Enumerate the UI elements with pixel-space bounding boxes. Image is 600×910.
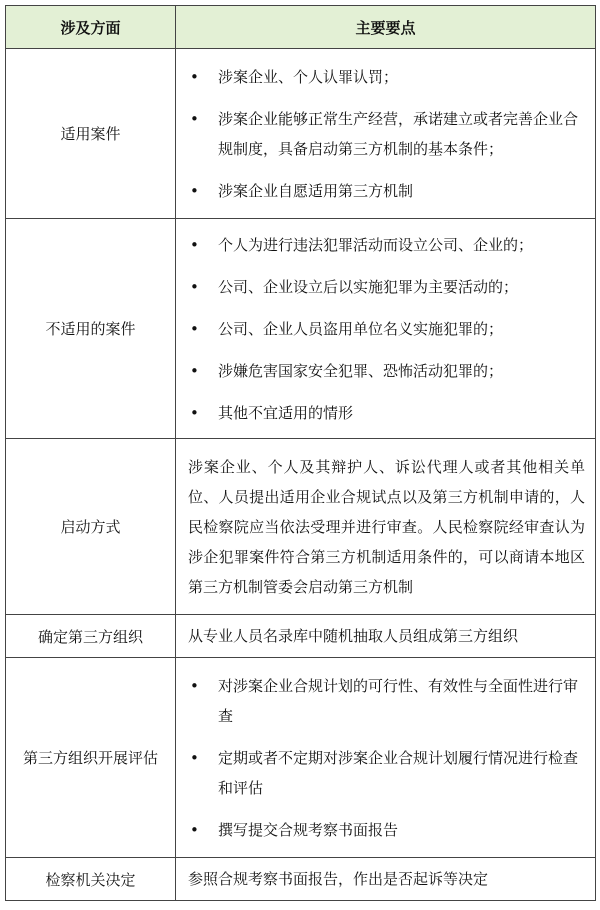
list-item: • 涉案企业、个人认罪认罚； [188, 62, 585, 92]
list-item: • 对涉案企业合规计划的可行性、有效性与全面性进行审查 [188, 671, 585, 731]
row-points [176, 439, 596, 615]
table-row [6, 615, 596, 658]
list-item: • 涉案企业能够正常生产经营，承诺建立或者完善企业合规制度，具备启动第三方机制的基本条件； [188, 104, 585, 164]
row-points [176, 219, 596, 439]
row-text: 从专业人员名录库中随机抽取人员组成第三方组织 [188, 627, 519, 645]
table-row [6, 219, 596, 439]
list-item: • 其他不宜适用的情形 [188, 398, 585, 428]
row-aspect: 不适用的案件 [6, 219, 176, 439]
header-aspect: 涉及方面 [6, 6, 176, 49]
list-item: • 公司、企业人员盗用单位名义实施犯罪的； [188, 314, 585, 344]
row-aspect: 第三方组织开展评估 [6, 658, 176, 858]
table-row [6, 658, 596, 858]
bullet-list [188, 62, 585, 206]
row-aspect: 检察机关决定 [6, 858, 176, 901]
bullet-list [188, 671, 585, 845]
table-header-row [6, 6, 596, 49]
table-row [6, 439, 596, 615]
row-text: 参照合规考察书面报告，作出是否起诉等决定 [188, 870, 489, 888]
row-points [176, 49, 596, 219]
list-item: • 撰写提交合规考察书面报告 [188, 815, 585, 845]
row-aspect: 启动方式 [6, 439, 176, 615]
list-item: • 涉嫌危害国家安全犯罪、恐怖活动犯罪的； [188, 356, 585, 386]
row-aspect: 确定第三方组织 [6, 615, 176, 658]
row-points [176, 858, 596, 901]
compliance-table [5, 5, 596, 901]
list-item: • 涉案企业自愿适用第三方机制 [188, 176, 585, 206]
table-row [6, 49, 596, 219]
list-item: • 公司、企业设立后以实施犯罪为主要活动的； [188, 272, 585, 302]
row-text: 涉案企业、个人及其辩护人、诉讼代理人或者其他相关单位、人员提出适用企业合规试点以及第三方机制申请的，人民检察院应当依法受理并进行审查。人民检察院经审查认为涉企犯罪案件符合第三方机制适用条件的，可以商请本地区第三方机制管委会启动第三方机制 [188, 457, 585, 596]
bullet-list [188, 230, 585, 428]
list-item: • 定期或者不定期对涉案企业合规计划履行情况进行检查和评估 [188, 743, 585, 803]
row-points [176, 615, 596, 658]
list-item: • 个人为进行违法犯罪活动而设立公司、企业的； [188, 230, 585, 260]
table-row [6, 858, 596, 901]
header-key-points: 主要要点 [176, 6, 596, 49]
row-aspect: 适用案件 [6, 49, 176, 219]
row-points [176, 658, 596, 858]
